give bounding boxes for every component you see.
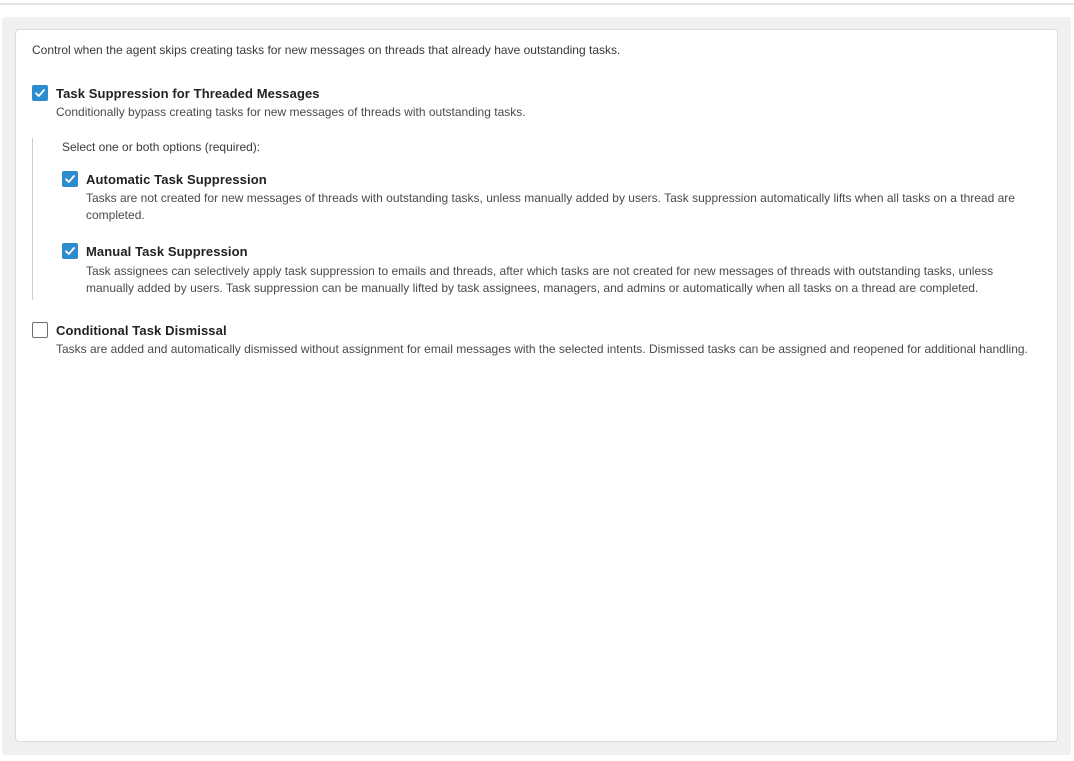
top-divider [0,3,1074,5]
settings-container [2,17,1071,755]
task-suppression-panel [15,29,1058,742]
checkmark-icon [33,86,47,100]
conditional-dismissal-checkbox[interactable] [32,322,48,338]
task-suppression-description: Conditionally bypass creating tasks for new messages of threads with outstanding tasks. [56,105,526,119]
checkmark-icon [63,244,77,258]
conditional-dismissal-description: Tasks are added and automatically dismissed without assignment for email messages with the selected intents. Dismissed tasks can be assigned and reopened for additional handling. [56,342,1028,356]
manual-suppression-checkbox[interactable] [62,243,78,259]
subgroup-instruction: Select one or both options (required): [62,140,261,154]
subgroup-indent-line [32,138,33,300]
manual-suppression-title[interactable]: Manual Task Suppression [86,244,248,259]
automatic-suppression-description: Tasks are not created for new messages of threads with outstanding tasks, unless manually added by users. Task suppression automatically lifts when all tasks on a thread are completed. [86,191,1015,222]
task-suppression-title[interactable]: Task Suppression for Threaded Messages [56,86,320,101]
manual-suppression-description: Task assignees can selectively apply task suppression to emails and threads, after which tasks are not created for new messages of threads with outstanding tasks, unless manually added by users. Task suppression can be manually lifted by task assignees, managers, and admins or automatically when all tasks on a thread are completed. [86,264,994,295]
conditional-dismissal-title[interactable]: Conditional Task Dismissal [56,323,227,338]
task-suppression-checkbox[interactable] [32,85,48,101]
automatic-suppression-checkbox[interactable] [62,171,78,187]
checkmark-icon [63,172,77,186]
panel-intro-text: Control when the agent skips creating tasks for new messages on threads that already have outstanding tasks. [32,43,621,57]
automatic-suppression-title[interactable]: Automatic Task Suppression [86,172,267,187]
